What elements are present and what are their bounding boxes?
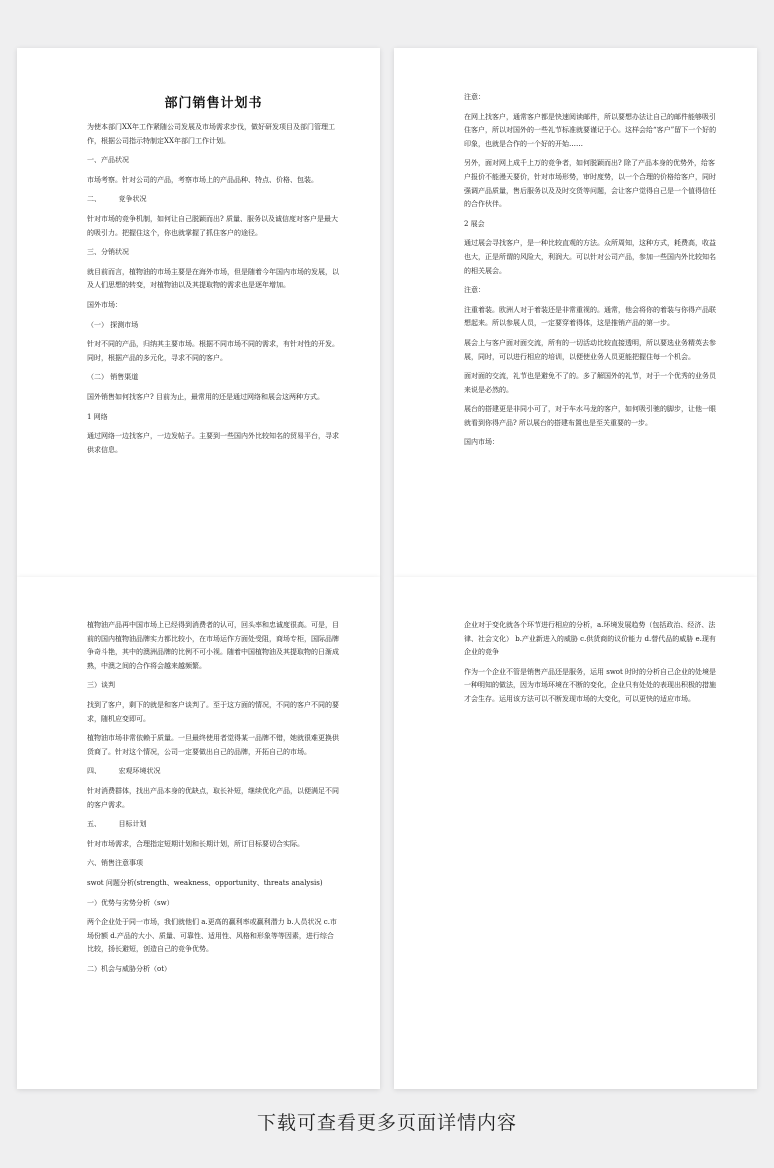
paragraph: 为使本部门XX年工作紧随公司发展及市场需求步伐，做好研发项目及部门管理工作，根据公司指示特制定XX年部门工作计划。 [87, 123, 335, 145]
document-page-4 [394, 577, 757, 1089]
section-heading: 2 展会 [464, 219, 485, 228]
paragraph: 在网上找客户，通常客户都是快速阅读邮件，所以要想办法让自己的邮件能够吸引住客户，所以对国外的一些礼节标准就要谨记于心。这样会给“客户”留下一个好的印象，也就是合作的一个好的开始…… [464, 112, 717, 148]
paragraph: 针对市场的竞争机制，如何让自己脱颖而出? 质量、服务以及诚信度对客户是最大的吸引力。把握住这个，你也就掌握了抓住客户的途径。 [87, 214, 338, 237]
section-heading: 二）机会与威胁分析（ot） [87, 964, 172, 973]
paragraph: 就目前而言，植物油的市场主要是在海外市场，但是随着今年国内市场的发展，以及人们思想的转变，对植物油以及其提取物的需求也是逐年增加。 [87, 267, 339, 290]
paragraph: 植物油市场非常依赖于质量。一旦最终使用者觉得某一品牌不错，她就很难更换供货商了。针对这个情况，公司一定要做出自己的品牌，开拓自己的市场。 [87, 734, 339, 756]
paragraph: 作为一个企业不管是销售产品还是服务，运用 swot 时时的分析自己企业的处境是一种明知的做法，因为市场环境在不断的变化，企业只有处处的表现出积极的措施才会生存。运用该方法可以不断发现市场的大变化，可以更快的适应市场。 [464, 667, 717, 703]
document-page-2 [394, 48, 757, 578]
download-more-caption: 下载可查看更多页面详情内容 [256, 1112, 517, 1134]
section-heading: 三）谈判 [87, 681, 115, 690]
paragraph: 找到了客户，剩下的就是和客户谈判了。至于这方面的情况，不同的客户不同的要求，随机应变即可。 [87, 700, 339, 723]
paragraph: 另外，面对网上成千上万的竞争者，如何脱颖而出? 除了产品本身的优势外，给客户报价不能漫天要价，针对市场形势，审时度势，以一个合理的价格给客户，同时强调产品质量，售后服务以及及时交货等问题，会让客户觉得自己是一个值得信任的合作伙伴。 [464, 159, 716, 209]
section-heading: 二、 竞争状况 [87, 195, 147, 204]
paragraph: 展台的搭建更是非同小可了，对于车水马龙的客户，如何吸引驰的脚步，让他一眼就看到你得产品? 所以展台的搭建布置也是至关重要的一步。 [464, 405, 716, 427]
section-heading: 注意： [464, 286, 485, 295]
paragraph: 注重着装。欧洲人对于着装还是非常重视的。通常，他会将你的着装与你得产品联想起来。所以参展人员，一定要穿着得体，这是推销产品的第一步。 [464, 305, 716, 328]
paragraph: 面对面的交流，礼节也是避免不了的。多了解国外的礼节，对于一个优秀的业务员来说是必然的。 [464, 372, 716, 394]
document-page-3 [17, 577, 380, 1089]
section-heading: 国外市场： [87, 300, 122, 309]
paragraph: 针对不同的产品，归纳其主要市场。根据不同市场不同的需求，有针对性的开发。同时，根据产品的多元化，寻求不同的客户。 [87, 340, 339, 362]
section-heading: 三、分销状况 [87, 248, 129, 257]
section-heading: 1 网络 [87, 412, 108, 421]
paragraph: 国外销售如何找客户? 目前为止，最常用的还是通过网络和展会这两种方式。 [87, 392, 324, 401]
paragraph: 市场考察。针对公司的产品，考察市场上的产品品种、特点、价格、包装。 [87, 175, 318, 184]
paragraph: 两个企业处于同一市场，我们就他们 a.更高的赢利率或赢利潜力 b.人员状况 c.市场份额 d.产品的大小、质量、可靠性、适用性、风格和形象等等因素，进行综合比较，扬长避短，创造自己的竞争优势。 [87, 918, 337, 954]
section-heading: 一、产品状况 [87, 156, 129, 165]
paragraph: 通过网络一边找客户，一边发帖子。主要到一些国内外比较知名的贸易平台，寻求供求信息。 [87, 432, 339, 454]
paragraph: 针对市场需求，合理指定短期计划和长期计划，所订目标要切合实际。 [87, 839, 304, 848]
section-heading: 四、 宏观环境状况 [87, 767, 161, 776]
paragraph: swot 问题分析(strength、weakness、opportunity、threats analysis) [87, 878, 323, 887]
paragraph: 通过展会寻找客户，是一种比较直观的方法。众所周知，这种方式，耗费高，收益也大，正是所谓的风险大，利润大。可以针对公司产品，参加一些国内外比较知名的相关展会。 [464, 239, 716, 275]
paragraph: 针对消费群体，找出产品本身的优缺点，取长补短，继续优化产品，以便满足不同的客户需求。 [87, 786, 339, 809]
paragraph: 展会上与客户面对面交流，所有的一切活动比较直接透明，所以要选业务精英去参展，同时，可以进行相应的培训，以便使业务人员更能把握住每一个机会。 [464, 338, 716, 361]
section-heading: 五、 目标计划 [87, 820, 147, 829]
paragraph: 植物油产品再中国市场上已经得到消费者的认可，回头率和忠诚度很高。可是，目前的国内植物油品牌实力都比较小，在市场运作方面处受阻，商场专柜，国际品牌争奇斗艳，其中的澳洲品牌的比例不可小视。随着中国植物油及其提取物的日渐成熟，中澳之间的合作将会越来越频繁。 [87, 621, 339, 670]
paragraph: 企业对于变化就各个环节进行相应的分析，a.环境发展趋势（包括政治、经济、法律、社会文化） b.产业新进入的威胁 c.供货商的议价能力 d.替代品的威胁 e.现有企业的竞争 [464, 621, 716, 657]
document-page-1 [17, 48, 380, 578]
section-heading: 注意： [464, 93, 485, 101]
section-heading: 六、销售注意事项 [87, 859, 143, 868]
section-heading: 一）优势与劣势分析（sw） [87, 898, 174, 907]
section-heading: （一） 探测市场 [87, 320, 139, 329]
section-heading: 国内市场： [464, 438, 499, 447]
document-title: 部门销售计划书 [164, 96, 263, 111]
section-heading: （二） 销售渠道 [87, 373, 139, 382]
